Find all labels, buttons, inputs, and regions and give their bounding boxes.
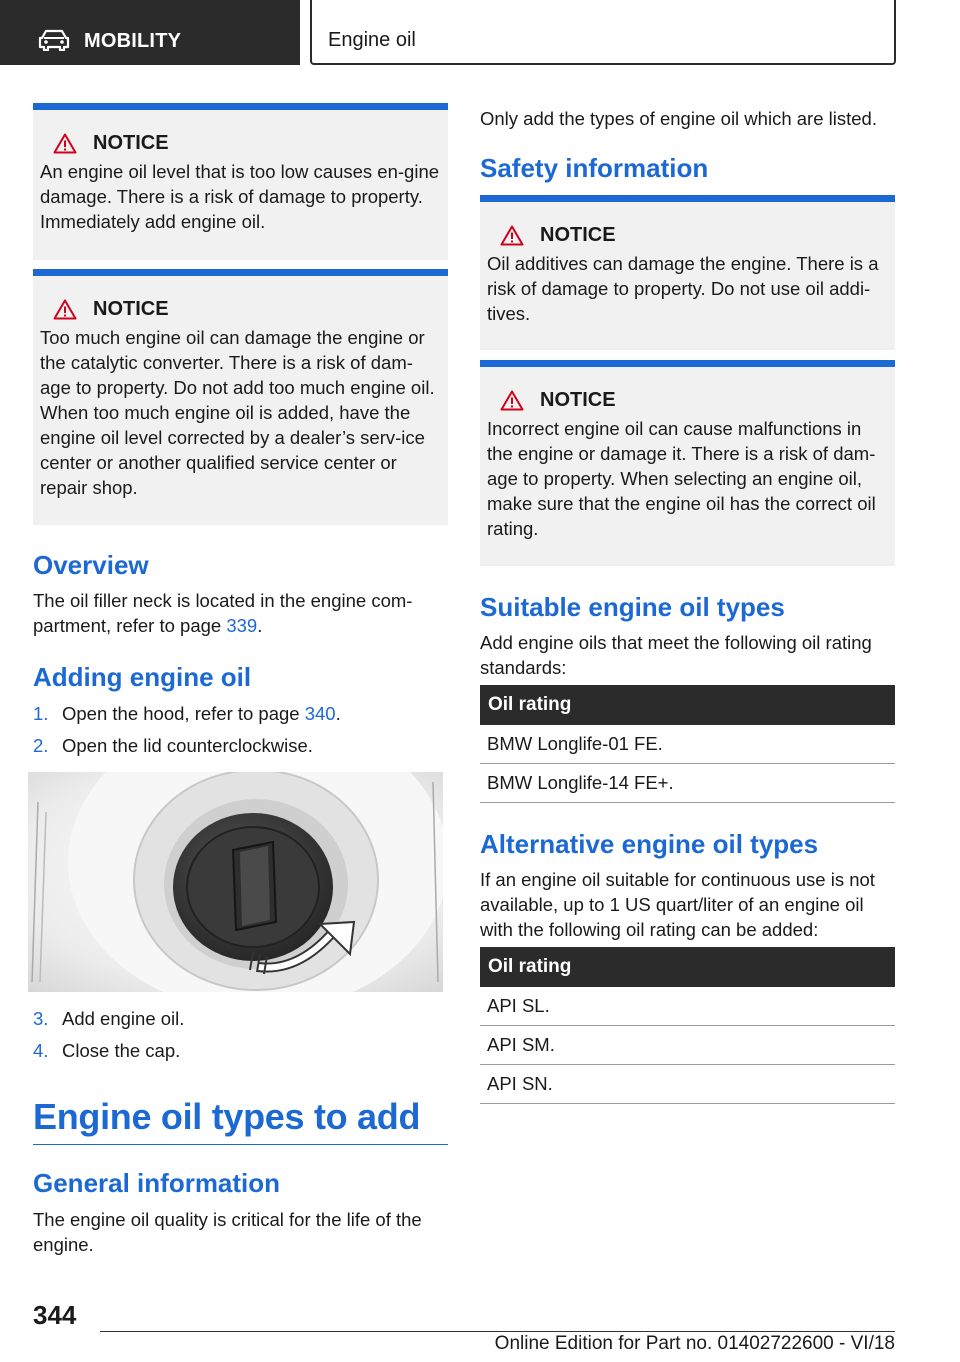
right-intro-text: Only add the types of engine oil which are listed.: [480, 108, 877, 129]
step-text: Close the cap.: [62, 1040, 181, 1061]
step-4: [33, 1040, 180, 1062]
table-row: BMW Longlife-01 FE.: [480, 725, 895, 764]
overview-text-content: The oil filler neck is located in the engine com‐partment, refer to page: [33, 590, 413, 636]
page-link-340[interactable]: 340: [304, 703, 336, 724]
table-header: Oil rating: [480, 947, 895, 987]
step-text: Open the lid counterclockwise.: [62, 735, 313, 756]
warning-icon: [53, 299, 77, 320]
step-number: 4.: [33, 1040, 49, 1061]
warning-icon: [500, 225, 524, 246]
section-tab[interactable]: [0, 0, 300, 65]
section-label: MOBILITY: [84, 30, 182, 52]
notice-label: NOTICE: [540, 224, 616, 246]
step-text-end: .: [335, 703, 341, 724]
notice-label: NOTICE: [93, 298, 169, 320]
alternative-oil-table: [480, 947, 895, 1104]
alternative-oil-text: If an engine oil suitable for continuous use is not available, up to 1 US quart/liter of an engine oil with the following oil rating can be added:: [480, 869, 875, 940]
step-3: [33, 1008, 184, 1030]
table-row: BMW Longlife-14 FE+.: [480, 764, 895, 803]
notice-label: NOTICE: [540, 389, 616, 411]
alternative-oil-heading: Alternative engine oil types: [480, 829, 819, 859]
footer-divider: [100, 1331, 895, 1332]
table-row: API SL.: [480, 987, 895, 1026]
adding-oil-heading: Adding engine oil: [33, 662, 252, 692]
notice-incorrect-oil: [480, 360, 895, 566]
notice-oil-additives: [480, 195, 895, 350]
chapter-title: Engine oil: [328, 29, 416, 51]
edition-text: Online Edition for Part no. 01402722600 - VI/18: [494, 1333, 895, 1354]
suitable-oil-table: [480, 685, 895, 803]
notice-text: Incorrect engine oil can cause malfunctions in the engine or damage it. There is a risk of dam‐age to property. When selecting an engine oil, make sure that the engine oil has the correct oil rating.: [487, 418, 876, 539]
step-number: 2.: [33, 735, 49, 756]
step-text-content: Open the hood, refer to page: [62, 703, 305, 724]
warning-icon: [500, 390, 524, 411]
step-number: 1.: [33, 703, 49, 724]
table-row: API SM.: [480, 1026, 895, 1065]
page-link-339[interactable]: 339: [226, 615, 258, 636]
car-icon: [38, 29, 70, 51]
suitable-oil-heading: Suitable engine oil types: [480, 592, 785, 622]
overview-heading: Overview: [33, 550, 149, 580]
notice-text: Oil additives can damage the engine. There is a risk of damage to property. Do not use oil addi‐tives.: [487, 253, 879, 324]
notice-too-much-oil: [33, 269, 448, 525]
table-header: Oil rating: [480, 685, 895, 725]
table-row: API SN.: [480, 1065, 895, 1104]
suitable-oil-text: Add engine oils that meet the following oil rating standards:: [480, 632, 872, 678]
overview-text: [33, 588, 448, 638]
general-info-text: The engine oil quality is critical for the life of the engine.: [33, 1209, 422, 1255]
notice-text: Too much engine oil can damage the engine or the catalytic converter. There is a risk of dam‐age to property. Do not add too much engine oil. When too much engine oil is added, have the engine oil level corrected by a dealer’s serv‐ice center or another qualified service center or repair shop.: [40, 327, 435, 498]
warning-icon: [53, 133, 77, 154]
oil-cap-illustration: [28, 772, 443, 992]
step-text: Add engine oil.: [62, 1008, 185, 1029]
general-info-heading: General information: [33, 1168, 281, 1198]
step-2: [33, 735, 313, 757]
safety-heading: Safety information: [480, 153, 709, 183]
step-1: [33, 703, 341, 725]
page-header-title: [310, 0, 896, 65]
overview-text-end: .: [257, 615, 263, 636]
page-number: 344: [33, 1300, 77, 1330]
engine-oil-types-heading: Engine oil types to add: [33, 1096, 448, 1145]
step-number: 3.: [33, 1008, 49, 1029]
step-text: [62, 703, 341, 725]
notice-text: An engine oil level that is too low causes en‐gine damage. There is a risk of damage to property. Immediately add engine oil.: [40, 161, 440, 232]
notice-label: NOTICE: [93, 132, 169, 154]
notice-low-oil: [33, 103, 448, 260]
